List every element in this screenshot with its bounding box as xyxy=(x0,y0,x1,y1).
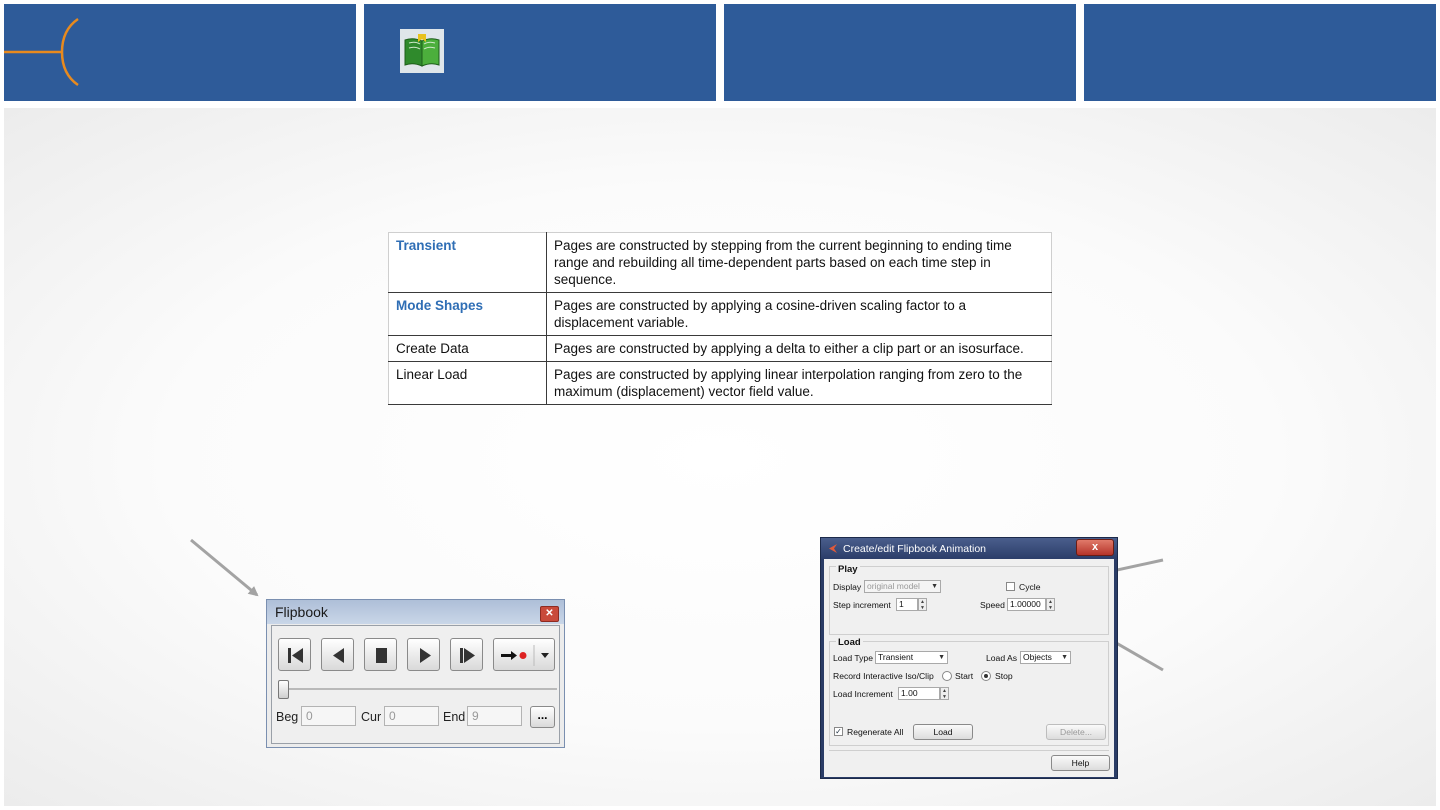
end-label: End xyxy=(443,710,466,724)
flipbook-window xyxy=(266,599,565,748)
display-select[interactable]: original model ▼ xyxy=(864,580,941,593)
more-options-button[interactable]: ... xyxy=(530,706,555,728)
mode-name: Mode Shapes xyxy=(389,293,547,336)
display-label: Display xyxy=(833,582,862,592)
play-button[interactable] xyxy=(407,638,440,671)
mode-name: Transient xyxy=(389,233,547,293)
speed-label: Speed xyxy=(980,600,1005,610)
frame-slider-handle[interactable] xyxy=(278,680,289,699)
step-increment-label: Step increment xyxy=(833,600,891,610)
delete-button[interactable]: Delete... xyxy=(1046,724,1106,740)
start-radio[interactable] xyxy=(942,671,952,681)
stop-icon xyxy=(365,639,398,672)
load-increment-label: Load Increment xyxy=(833,689,893,699)
chevron-down-icon: ▼ xyxy=(1061,654,1068,661)
record-button[interactable] xyxy=(493,638,555,671)
close-icon[interactable]: ✕ xyxy=(540,606,559,622)
dialog-body xyxy=(824,559,1114,777)
mode-description: Pages are constructed by stepping from the current beginning to ending time range and rebuilding all time-dependent parts based on each time step in sequence. xyxy=(547,233,1052,293)
step-forward-button[interactable] xyxy=(450,638,483,671)
dialog-title: Create/edit Flipbook Animation xyxy=(843,543,986,555)
chevron-down-icon: ▼ xyxy=(938,654,945,661)
chevron-down-icon xyxy=(541,653,549,658)
step-back-icon xyxy=(279,639,312,672)
record-icon xyxy=(494,639,556,672)
chevron-down-icon: ▼ xyxy=(931,583,938,590)
flipbook-titlebar xyxy=(267,600,564,624)
regenerate-all-label: Regenerate All xyxy=(847,727,904,737)
cycle-checkbox[interactable] xyxy=(1006,582,1015,591)
beg-field[interactable]: 0 xyxy=(301,706,356,726)
flipbook-body xyxy=(271,625,560,744)
load-increment-field[interactable]: 1.00 xyxy=(898,687,940,700)
arrow-to-flipbook-icon xyxy=(191,540,257,595)
step-back-button[interactable] xyxy=(278,638,311,671)
beg-label: Beg xyxy=(276,710,299,724)
step-increment-spinner[interactable]: ▲ ▼ xyxy=(918,598,927,611)
speed-spinner[interactable]: ▲ ▼ xyxy=(1046,598,1055,611)
cur-label: Cur xyxy=(361,710,382,724)
load-button[interactable]: Load xyxy=(913,724,973,740)
end-field[interactable]: 9 xyxy=(467,706,522,726)
app-logo-icon xyxy=(827,543,838,554)
mode-description: Pages are constructed by applying linear interpolation ranging from zero to the maximum (displacement) vector field value. xyxy=(547,362,1052,405)
mode-description: Pages are constructed by applying a delta to either a clip part or an isosurface. xyxy=(547,336,1052,362)
regenerate-all-checkbox[interactable]: ✓ xyxy=(835,727,842,736)
load-group-title: Load xyxy=(838,637,861,648)
dialog-titlebar xyxy=(821,538,1117,559)
cycle-label: Cycle xyxy=(1019,582,1041,592)
mode-name: Create Data xyxy=(389,336,547,362)
close-button[interactable]: x xyxy=(1076,539,1114,556)
divider xyxy=(829,750,1109,751)
help-button[interactable]: Help xyxy=(1051,755,1110,771)
stop-radio[interactable] xyxy=(981,671,991,681)
mode-name: Linear Load xyxy=(389,362,547,405)
step-increment-field[interactable]: 1 xyxy=(896,598,918,611)
speed-field[interactable]: 1.00000 xyxy=(1007,598,1046,611)
mode-description: Pages are constructed by applying a cosine-driven scaling factor to a displacement variable. xyxy=(547,293,1052,336)
play-group-title: Play xyxy=(838,564,858,575)
flipbook-title: Flipbook xyxy=(275,604,328,620)
play-icon xyxy=(408,639,441,672)
play-reverse-button[interactable] xyxy=(321,638,354,671)
load-as-label: Load As xyxy=(986,653,1018,663)
load-as-select[interactable]: Objects ▼ xyxy=(1020,651,1071,664)
stop-label: Stop xyxy=(995,671,1013,681)
load-type-label: Load Type xyxy=(833,653,873,663)
cur-field[interactable]: 0 xyxy=(384,706,439,726)
frame-slider-track[interactable] xyxy=(278,688,557,690)
start-label: Start xyxy=(955,671,974,681)
load-type-select[interactable]: Transient ▼ xyxy=(875,651,948,664)
step-forward-icon xyxy=(451,639,484,672)
stop-button[interactable] xyxy=(364,638,397,671)
record-iso-clip-label: Record Interactive Iso/Clip xyxy=(833,671,934,681)
play-reverse-icon xyxy=(322,639,355,672)
load-increment-spinner[interactable]: ▲ ▼ xyxy=(940,687,949,700)
flipbook-animation-dialog xyxy=(820,537,1118,779)
